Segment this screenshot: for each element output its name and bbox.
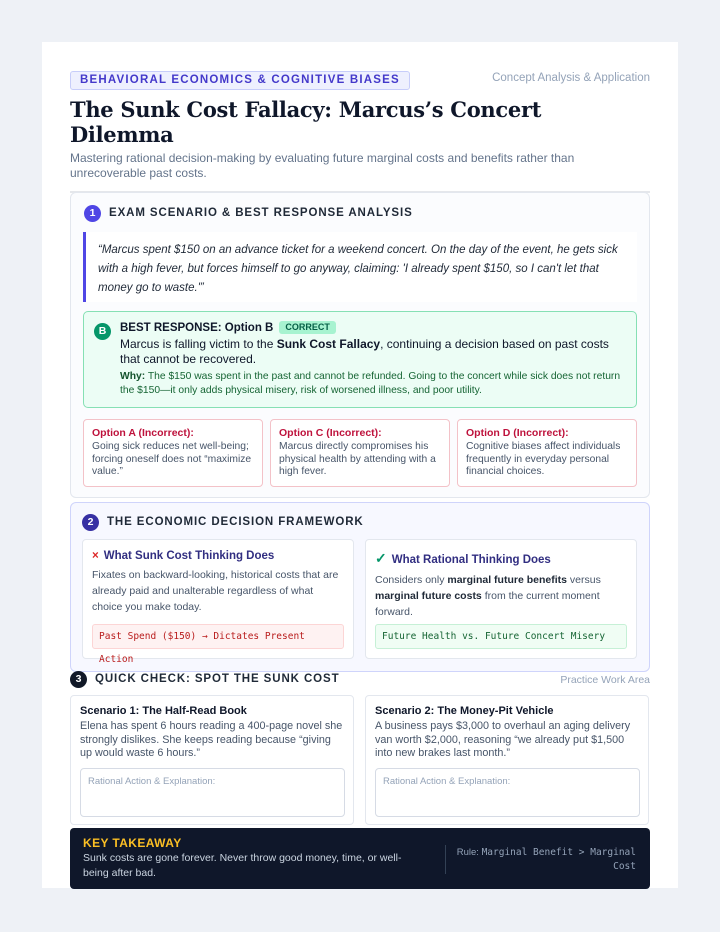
section-quick-check (70, 671, 650, 827)
page-subtitle: Mastering rational decision-making by evaluating future marginal costs and benefits rather than unrecoverable past costs. (70, 151, 575, 180)
scenario-body: Elena has spent 6 hours reading a 400-page novel she strongly dislikes. She keeps reading because “giving up would waste 6 hours.” (80, 720, 343, 759)
scenario-card-1 (70, 695, 354, 825)
card-title (92, 550, 344, 562)
best-response-label: BEST RESPONSE: Option B (120, 322, 274, 334)
option-title: Option C (Incorrect): (279, 427, 382, 439)
best-response-card (83, 311, 637, 408)
card-title-text: What Rational Thinking Does (391, 554, 551, 566)
section-title: QUICK CHECK: SPOT THE SUNK COST (95, 673, 340, 685)
section-decision-framework (70, 502, 650, 672)
answer-field-1[interactable]: Rational Action & Explanation: (80, 768, 345, 817)
header-row (70, 70, 650, 92)
scenario-body: A business pays $3,000 to overhaul an aging delivery van worth $2,000, reasoning “we already put $1,500 into new brakes last month.” (375, 720, 631, 759)
why-text: The $150 was spent in the past and cannot be refunded. Going to the concert while sick does not return the $150—it only adds physical misery, risk of worsened illness, and poor utility. (120, 371, 621, 396)
scenario-quote: “Marcus spent $150 on an advance ticket for a weekend concert. On the day of the event, he gets sick with a high fever, but forces himself to go anyway, claiming: 'I already spent $150, so I can't let that money go to waste.'” (83, 232, 637, 302)
takeaway-rule (446, 846, 636, 874)
page-title: The Sunk Cost Fallacy: Marcus’s Concert Dilemma (70, 97, 542, 147)
takeaway-body: Sunk costs are gone forever. Never throw good money, time, or well-being after bad. (83, 852, 402, 879)
body-emphasis: marginal future benefits (447, 574, 567, 586)
statement-text: Marcus is falling victim to the (120, 337, 277, 351)
body-emphasis: marginal future costs (375, 590, 482, 602)
body-text: versus (566, 574, 601, 586)
sunk-cost-thinking-card (82, 539, 354, 665)
section-number: 3 (70, 671, 87, 688)
option-title: Option A (Incorrect): (92, 427, 194, 439)
topic-tag: BEHAVIORAL ECONOMICS & COGNITIVE BIASES (70, 71, 410, 90)
best-response-explanation (120, 370, 630, 398)
rule-formula: Marginal Benefit > Marginal Cost (481, 847, 636, 872)
option-body: Going sick reduces net well-being; forcing oneself does not “maximize value.” (92, 441, 252, 477)
rational-formula: Future Health vs. Future Concert Misery (375, 624, 627, 649)
statement-emphasis: Sunk Cost Fallacy (276, 337, 381, 351)
section-title: EXAM SCENARIO & BEST RESPONSE ANALYSIS (109, 207, 413, 219)
cross-icon: × (92, 550, 99, 562)
card-title-text: What Sunk Cost Thinking Does (103, 550, 275, 562)
worksheet-content (70, 70, 650, 879)
practice-label: Practice Work Area (560, 674, 650, 686)
option-a-card (83, 419, 263, 487)
option-d-card (457, 419, 637, 487)
card-body: Fixates on backward-looking, historical costs that are already paid and unalterable regardless of what choice you make today. (92, 569, 339, 613)
best-response-heading (120, 321, 336, 334)
option-title: Option D (Incorrect): (466, 427, 569, 439)
section-number: 1 (84, 205, 101, 222)
best-response-statement (120, 337, 628, 367)
section-exam-scenario (70, 192, 650, 498)
section-title: THE ECONOMIC DECISION FRAMEWORK (107, 516, 364, 528)
card-title (375, 550, 627, 567)
scenario-title: Scenario 2: The Money-Pit Vehicle (375, 705, 554, 717)
rational-thinking-card (365, 539, 637, 659)
worksheet (42, 42, 678, 888)
why-label: Why: (120, 371, 146, 382)
worksheet-type: Concept Analysis & Application (492, 72, 650, 84)
body-text: from the current moment forward. (375, 590, 600, 618)
card-body (375, 572, 627, 620)
answer-field-2[interactable]: Rational Action & Explanation: (375, 768, 640, 817)
answer-badge: B (94, 323, 111, 340)
key-takeaway-banner (70, 828, 650, 889)
correct-badge: CORRECT (279, 321, 336, 334)
rule-label: Rule: (456, 847, 482, 858)
option-body: Cognitive biases affect individuals frequently in everyday personal financial choices. (466, 441, 621, 477)
takeaway-title: KEY TAKEAWAY (83, 836, 182, 850)
section-number: 2 (82, 514, 99, 531)
checkmark-icon: ✓ (375, 550, 387, 566)
statement-text-end: , continuing a decision based on past costs that cannot be recovered. (120, 337, 609, 366)
body-text: Considers only (375, 574, 448, 586)
option-c-card (270, 419, 450, 487)
sunk-cost-formula: Past Spend ($150) → Dictates Present Action (92, 624, 344, 649)
scenario-card-2 (365, 695, 649, 825)
option-body: Marcus directly compromises his physical health by attending with a high fever. (279, 441, 436, 477)
scenario-title: Scenario 1: The Half-Read Book (80, 705, 247, 717)
